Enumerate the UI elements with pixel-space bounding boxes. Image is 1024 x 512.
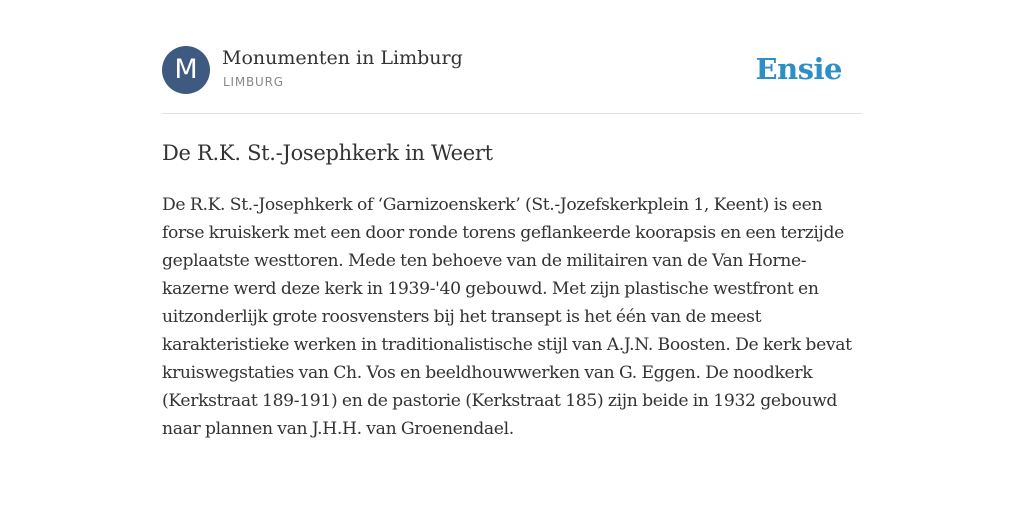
source-title[interactable]: Monumenten in Limburg	[222, 47, 463, 69]
article-title: De R.K. St.-Josephkerk in Weert	[162, 141, 493, 165]
avatar[interactable]: M	[162, 46, 210, 94]
article-body: De R.K. St.-Josephkerk of ‘Garnizoenskerk’ (St.-Jozefskerkplein 1, Keent) is een forse kruiskerk met een door ronde torens geflankeerde koorapsis en een terzijde geplaatste westtoren. Mede ten behoeve van de militairen van de Van Horne-kazerne werd deze kerk in 1939-'40 gebouwd. Met zijn plastische westfront en uitzonderlijk grote roosvensters bij het transept is het één van de meest karakteristieke werken in traditionalistische stijl van A.J.N. Boosten. De kerk bevat kruiswegstaties van Ch. Vos en beeldhouwwerken van G. Eggen. De noodkerk (Kerkstraat 189-191) en de pastorie (Kerkstraat 185) zijn beide in 1932 gebouwd naar plannen van J.H.H. van Groenendael.	[162, 195, 852, 439]
header	[162, 46, 862, 96]
source-subtitle[interactable]: LIMBURG	[223, 75, 284, 89]
header-divider	[162, 113, 862, 114]
brand-logo[interactable]: Ensie	[755, 52, 842, 86]
